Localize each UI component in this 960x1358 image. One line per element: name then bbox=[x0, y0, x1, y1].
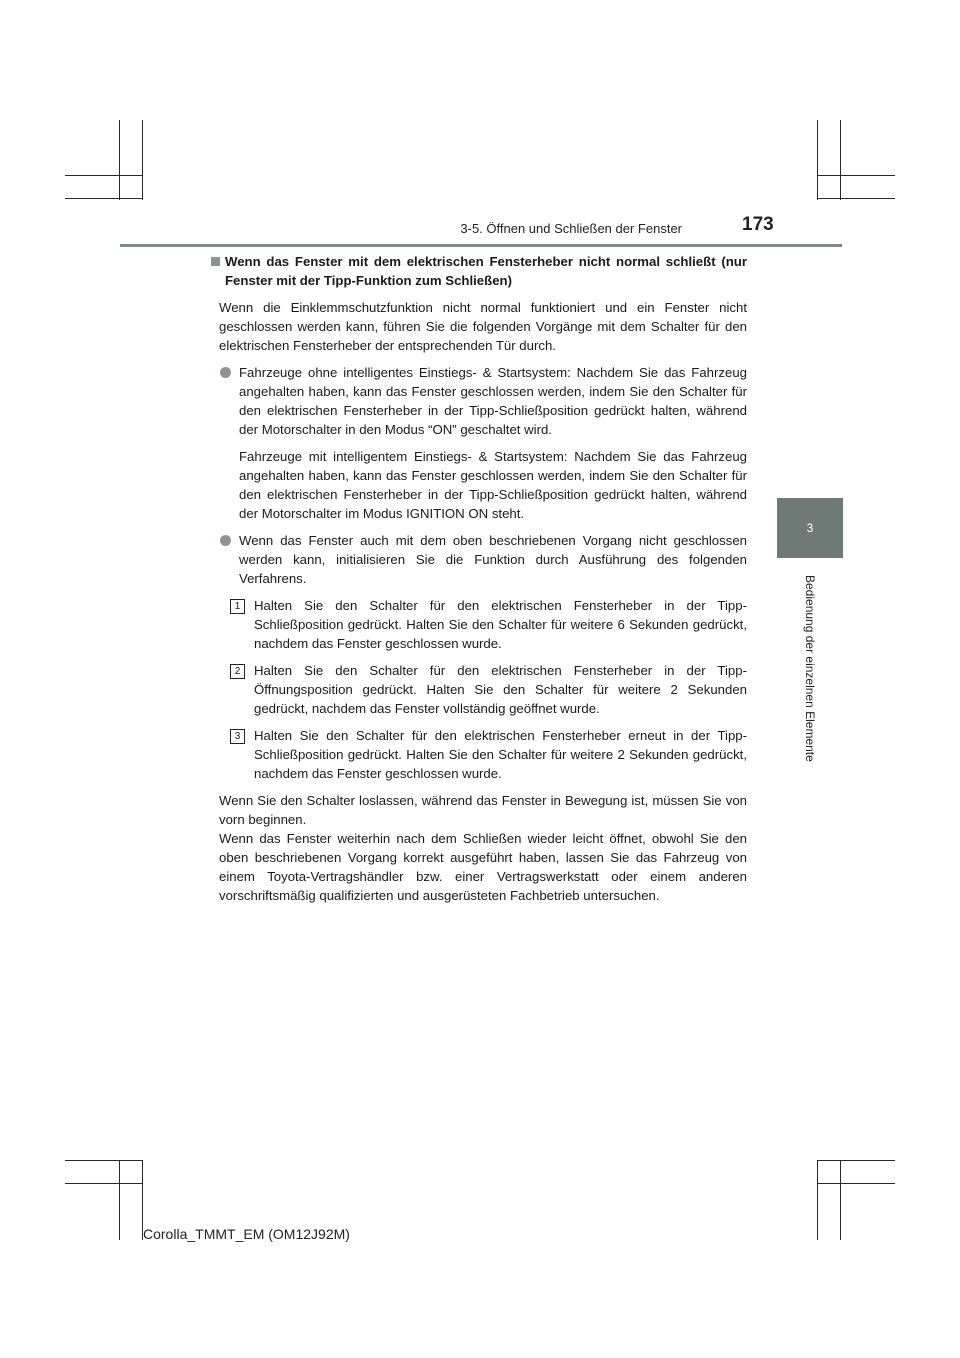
bullet-text: Wenn das Fenster auch mit dem oben beschriebenen Vorgang nicht geschlossen werden kann, initialisieren Sie die Funktion durch Ausführung des folgenden Verfahrens. bbox=[239, 533, 747, 586]
intro-paragraph: Wenn die Einklemmschutzfunktion nicht normal funktioniert und ein Fenster nicht geschlossen werden kann, führen Sie die folgenden Vorgänge mit dem Schalter für den elektrischen Fensterheber der entsprechenden Tür durch. bbox=[219, 300, 747, 353]
header-rule bbox=[120, 244, 842, 247]
page-number: 173 bbox=[742, 214, 774, 235]
crop-mark bbox=[65, 1160, 143, 1161]
circle-bullet-icon bbox=[220, 535, 231, 546]
crop-mark bbox=[840, 120, 841, 200]
bullet-item bbox=[211, 531, 747, 588]
closing-line-2: Wenn das Fenster weiterhin nach dem Schließen wieder leicht öffnet, obwohl Sie den oben beschriebenen Vorgang korrekt ausgeführt haben, lassen Sie das Fahrzeug von einem Toyota-Vertragshändler bzw. einer Vertragswerkstatt oder einem anderen vorschriftsmäßig qualifizierten und ausgerüsteten Fachbetrieb untersuchen. bbox=[219, 831, 747, 903]
step-item bbox=[211, 596, 747, 653]
chapter-tab: 3 bbox=[777, 498, 843, 558]
step-number-box: 3 bbox=[230, 729, 245, 744]
step-number-box: 2 bbox=[230, 664, 245, 679]
step-number-box: 1 bbox=[230, 599, 245, 614]
crop-mark bbox=[817, 120, 818, 200]
closing-line-1: Wenn Sie den Schalter loslassen, während das Fenster in Bewegung ist, müssen Sie von vorn beginnen. bbox=[219, 793, 747, 827]
crop-mark bbox=[840, 1160, 841, 1240]
step-text: Halten Sie den Schalter für den elektrischen Fensterheber erneut in der Tipp-Schließposition gedrückt. Halten Sie den Schalter für weitere 2 Sekunden gedrückt, nachdem das Fenster geschlossen wurde. bbox=[254, 728, 747, 781]
running-header: 3-5. Öffnen und Schließen der Fenster bbox=[460, 221, 682, 236]
crop-mark bbox=[817, 1160, 895, 1161]
step-item bbox=[211, 726, 747, 783]
crop-mark bbox=[65, 198, 143, 199]
bullet-continuation: Fahrzeuge mit intelligentem Einstiegs- & Startsystem: Nachdem Sie das Fahrzeug angehalten haben, kann das Fenster geschlossen werden, indem Sie den Schalter für den elektrischen Fensterheber in der Tipp-Schließposition gedrückt halten, während der Motorschalter im Modus IGNITION ON steht. bbox=[239, 449, 747, 521]
crop-mark bbox=[817, 1183, 895, 1184]
step-text: Halten Sie den Schalter für den elektrischen Fensterheber in der Tipp-Schließposition gedrückt. Halten Sie den Schalter für weitere 6 Sekunden gedrückt, nachdem das Fenster geschlossen wurde. bbox=[254, 598, 747, 651]
step-item bbox=[211, 661, 747, 718]
section-heading bbox=[211, 252, 747, 290]
closing-paragraph bbox=[219, 791, 747, 905]
circle-bullet-icon bbox=[220, 367, 231, 378]
manual-id-footer: Corolla_TMMT_EM (OM12J92M) bbox=[143, 1226, 350, 1242]
crop-mark bbox=[119, 120, 120, 200]
chapter-title-vertical: Bedienung der einzelnen Elemente bbox=[803, 574, 817, 762]
crop-mark bbox=[817, 175, 895, 176]
crop-mark bbox=[817, 198, 895, 199]
crop-mark bbox=[65, 1183, 143, 1184]
crop-mark bbox=[119, 1160, 120, 1240]
bullet-item bbox=[211, 363, 747, 439]
crop-mark bbox=[65, 175, 143, 176]
step-text: Halten Sie den Schalter für den elektrischen Fensterheber in der Tipp-Öffnungsposition gedrückt. Halten Sie den Schalter für weitere 2 Sekunden gedrückt, nachdem das Fenster vollständig geöffnet wurde. bbox=[254, 663, 747, 716]
page-content bbox=[211, 252, 747, 905]
bullet-text: Fahrzeuge ohne intelligentes Einstiegs- & Startsystem: Nachdem Sie das Fahrzeug angehalten haben, kann das Fenster geschlossen werden, indem Sie den Schalter für den elektrischen Fensterheber in der Tipp-Schließposition gedrückt halten, während der Motorschalter in den Modus “ON” geschaltet wird. bbox=[239, 365, 747, 437]
crop-mark bbox=[817, 1160, 818, 1240]
crop-mark bbox=[142, 120, 143, 200]
section-heading-text: Wenn das Fenster mit dem elektrischen Fensterheber nicht normal schließt (nur Fenster mit der Tipp-Funktion zum Schließen) bbox=[225, 254, 747, 288]
square-bullet-icon bbox=[211, 257, 220, 266]
